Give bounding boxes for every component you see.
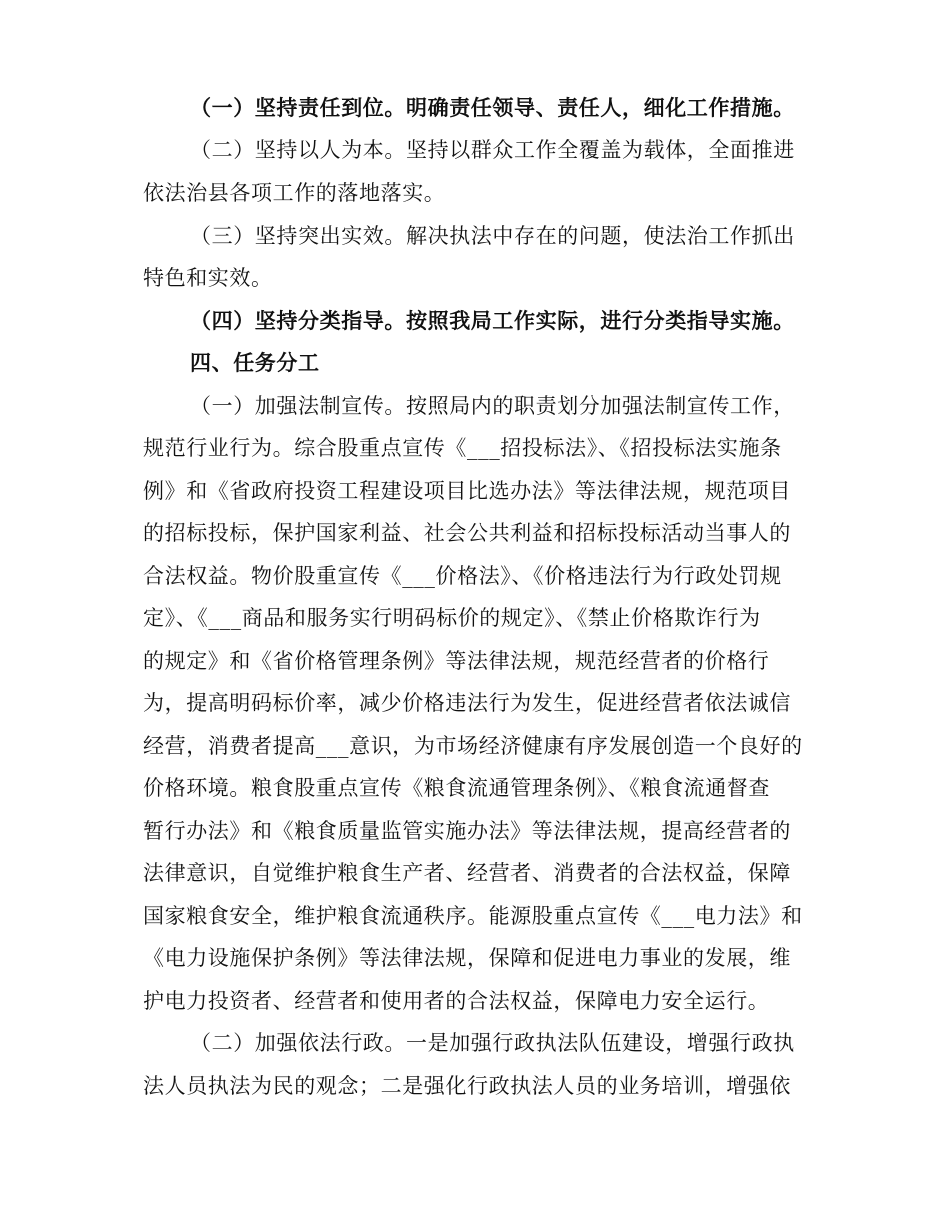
- principle-line-1: （一）坚持责任到位。明确责任领导、责任人，细化工作措施。: [190, 95, 795, 120]
- task-paragraph-1-line-2: 规范行业行为。综合股重点宣传《___招投标法》、《招投标法实施条: [143, 436, 782, 460]
- task-paragraph-1-line-7: 的规定》和《省价格管理条例》等法律法规，规范经营者的价格行: [143, 649, 770, 673]
- principle-line-2-cont: 依法治县各项工作的落地落实。: [143, 181, 446, 205]
- task-paragraph-1-line-3: 例》和《省政府投资工程建设项目比选办法》等法律法规，规范项目: [143, 479, 791, 503]
- task-paragraph-1-line-8: 为，提高明码标价率，减少价格违法行为发生，促进经营者依法诚信: [143, 691, 791, 715]
- task-paragraph-1-line-6: 定》、《___商品和服务实行明码标价的规定》、《禁止价格欺诈行为: [143, 606, 761, 630]
- task-paragraph-1-line-11: 暂行办法》和《粮食质量监管实施办法》等法律法规，提高经营者的: [143, 819, 791, 843]
- section-heading: 四、任务分工: [190, 350, 320, 375]
- task-paragraph-1-line-14: 《电力设施保护条例》等法律法规，保障和促进电力事业的发展，维: [143, 946, 791, 970]
- task-paragraph-1-line-5: 合法权益。物价股重宣传《___价格法》、《价格违法行为行政处罚规: [143, 564, 782, 588]
- principle-line-4: （四）坚持分类指导。按照我局工作实际，进行分类指导实施。: [190, 308, 795, 333]
- task-paragraph-2-line-1: （二）加强依法行政。一是加强行政执法队伍建设，增强行政执: [190, 1031, 795, 1055]
- task-paragraph-1-line-9: 经营，消费者提高___意识，为市场经济健康有序发展创造一个良好的: [143, 734, 803, 758]
- task-paragraph-1-line-13: 国家粮食安全，维护粮食流通秩序。能源股重点宣传《___电力法》和: [143, 904, 803, 928]
- principle-line-3: （三）坚持突出实效。解决执法中存在的问题，使法治工作抓出: [190, 224, 795, 248]
- principle-line-2: （二）坚持以人为本。坚持以群众工作全覆盖为载体，全面推进: [190, 138, 795, 162]
- task-paragraph-2-line-2: 法人员执法为民的观念；二是强化行政执法人员的业务培训，增强依: [143, 1074, 791, 1098]
- task-paragraph-1-line-1: （一）加强法制宣传。按照局内的职责划分加强法制宣传工作，: [190, 394, 795, 418]
- task-paragraph-1-line-15: 护电力投资者、经营者和使用者的合法权益，保障电力安全运行。: [143, 989, 770, 1013]
- principle-line-3-cont: 特色和实效。: [143, 266, 273, 290]
- task-paragraph-1-line-12: 法律意识，自觉维护粮食生产者、经营者、消费者的合法权益，保障: [143, 861, 791, 885]
- task-paragraph-1-line-4: 的招标投标，保护国家利益、社会公共利益和招标投标活动当事人的: [143, 521, 791, 545]
- task-paragraph-1-line-10: 价格环境。粮食股重点宣传《粮食流通管理条例》、《粮食流通督查: [143, 776, 770, 800]
